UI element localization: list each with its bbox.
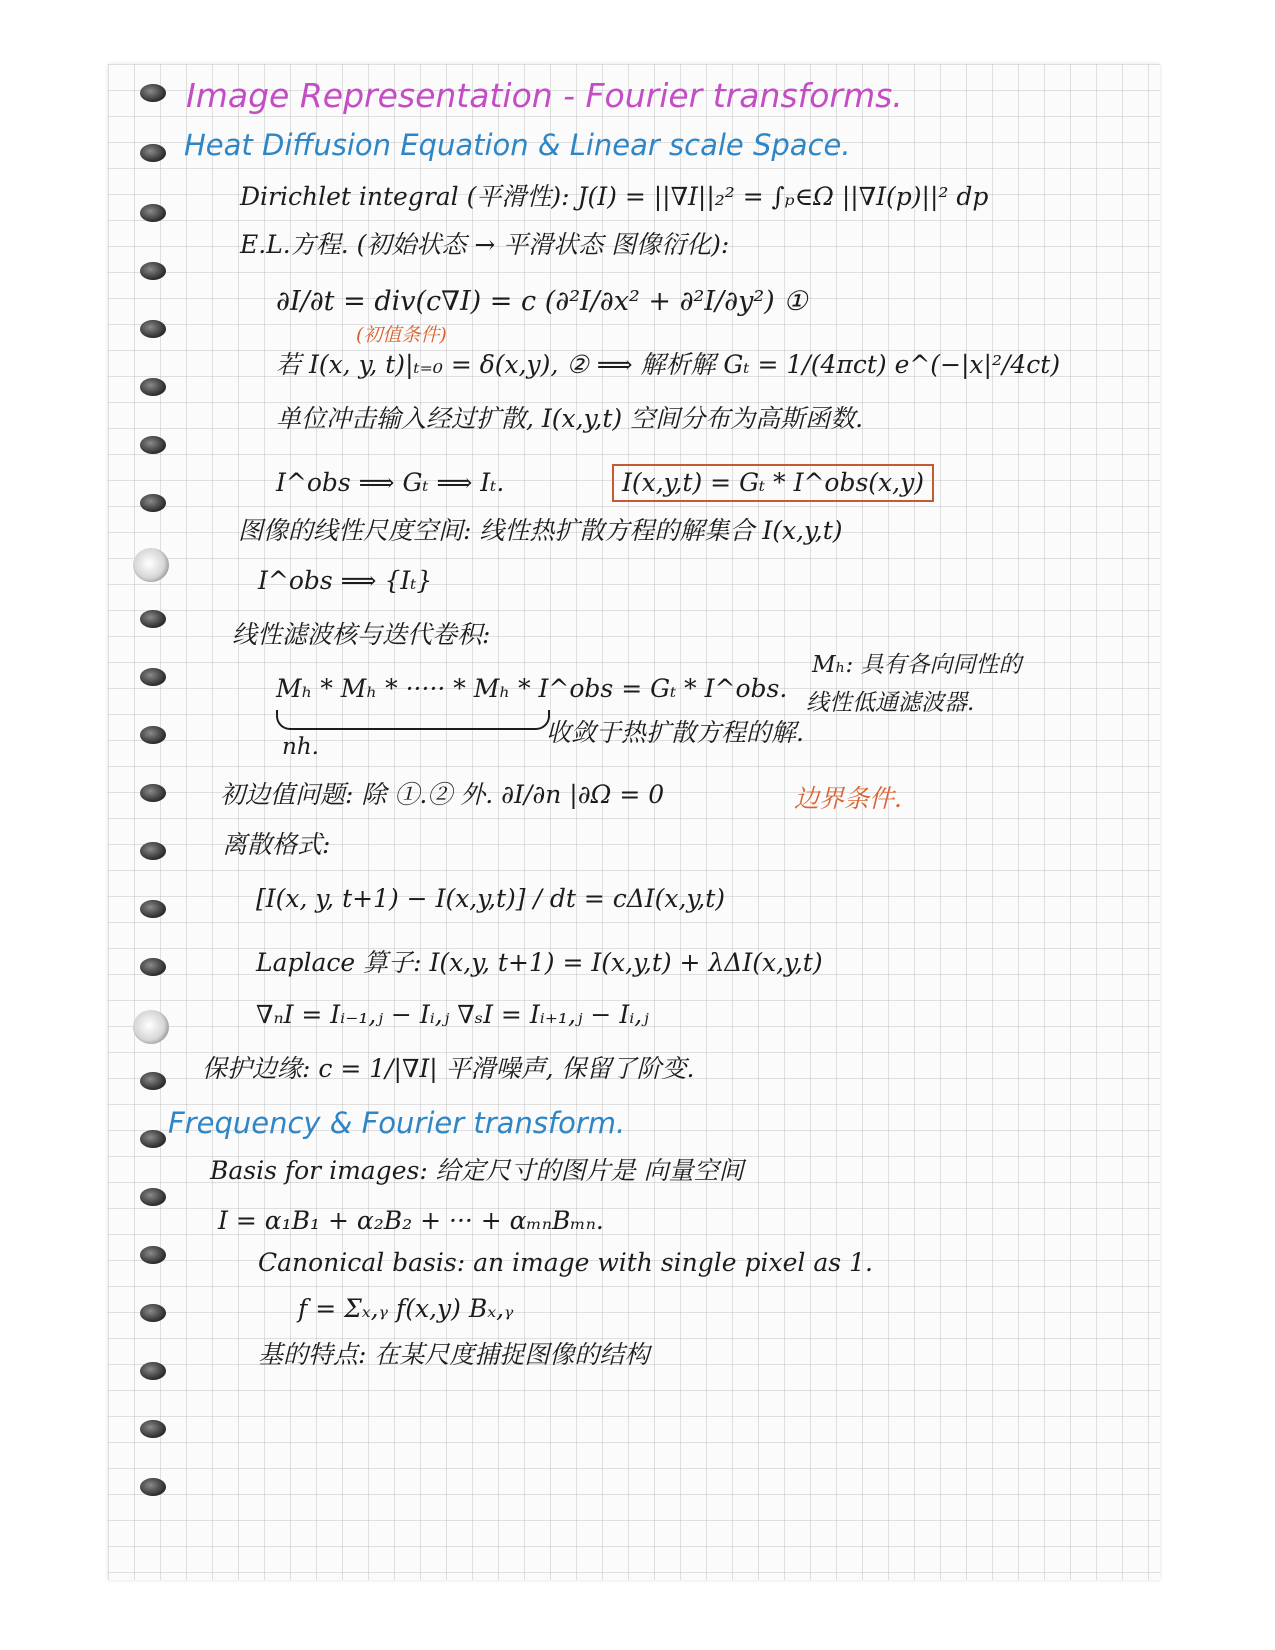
note-line-basis-expansion: I = α₁B₁ + α₂B₂ + ··· + αₘₙBₘₙ. bbox=[218, 1206, 604, 1235]
note-line-f-sum: f = Σₓ,ᵧ f(x,y) Bₓ,ᵧ bbox=[298, 1294, 514, 1323]
binding-ring bbox=[140, 494, 166, 512]
binding-hole bbox=[133, 1010, 169, 1044]
binding-ring bbox=[140, 1130, 166, 1148]
note-line-mh-isotropic: Mₕ: 具有各向同性的 bbox=[812, 652, 1022, 678]
annotation-initial-condition: (初值条件) bbox=[356, 324, 447, 346]
note-line-gradients: ∇ₙI = Iᵢ₋₁,ⱼ − Iᵢ,ⱼ ∇ₛI = Iᵢ₊₁,ⱼ − Iᵢ,ⱼ bbox=[256, 1000, 649, 1029]
note-line-basis-feature: 基的特点: 在某尺度捕捉图像的结构 bbox=[258, 1340, 650, 1369]
binding-ring bbox=[140, 1072, 166, 1090]
binding-ring bbox=[140, 436, 166, 454]
section-heading-heat-diffusion: Heat Diffusion Equation & Linear scale Space. bbox=[184, 128, 851, 162]
note-line-edge-preserving: 保护边缘: c = 1/|∇I| 平滑噪声, 保留了阶变. bbox=[202, 1054, 695, 1083]
note-line-lowpass-filter: 线性低通滤波器. bbox=[806, 690, 975, 716]
binding-hole bbox=[133, 548, 169, 582]
binding-ring bbox=[140, 204, 166, 222]
binding-ring bbox=[140, 1304, 166, 1322]
binding-ring bbox=[140, 842, 166, 860]
binding-ring bbox=[140, 144, 166, 162]
annotation-boundary-condition: 边界条件. bbox=[794, 784, 902, 813]
note-line-boundary-problem: 初边值问题: 除 ①.② 外. ∂I/∂n |∂Ω = 0 bbox=[220, 780, 665, 809]
note-line-el-equation: E.L.方程. (初始状态 → 平滑状态 图像衍化): bbox=[240, 230, 730, 259]
binding-ring bbox=[140, 668, 166, 686]
note-line-dirichlet: Dirichlet integral (平滑性): J(I) = ||∇I||₂² = ∫ₚ∈Ω ||∇I(p)||² dp bbox=[240, 182, 989, 211]
note-line-scale-space: 图像的线性尺度空间: 线性热扩散方程的解集合 I(x,y,t) bbox=[238, 516, 843, 545]
binding-ring bbox=[140, 378, 166, 396]
binding-ring bbox=[140, 262, 166, 280]
note-line-impulse: 单位冲击输入经过扩散, I(x,y,t) 空间分布为高斯函数. bbox=[276, 404, 864, 433]
boxed-convolution-result: I(x,y,t) = Gₜ * I^obs(x,y) bbox=[612, 464, 934, 502]
page-title: Image Representation - Fourier transforms. bbox=[186, 76, 903, 115]
underbrace-label-nh: nh. bbox=[282, 734, 319, 760]
binding-ring bbox=[140, 320, 166, 338]
binding-ring bbox=[140, 1362, 166, 1380]
note-line-basis-images: Basis for images: 给定尺寸的图片是 向量空间 bbox=[210, 1156, 744, 1185]
underbrace bbox=[276, 710, 550, 730]
note-line-iobs-set: I^obs ⟹ {Iₜ} bbox=[258, 566, 433, 595]
note-line-analytic-solution: 若 I(x, y, t)|ₜ₌₀ = δ(x,y), ② ⟹ 解析解 Gₜ = 1/(4πct) e^(−|x|²/4ct) bbox=[276, 350, 1061, 379]
note-line-discrete-scheme: 离散格式: bbox=[222, 830, 331, 859]
binding-ring bbox=[140, 958, 166, 976]
note-line-observation-flow: I^obs ⟹ Gₜ ⟹ Iₜ. bbox=[276, 468, 505, 497]
binding-ring bbox=[140, 1188, 166, 1206]
binding-ring bbox=[140, 784, 166, 802]
binding-ring bbox=[140, 1420, 166, 1438]
section-heading-frequency: Frequency & Fourier transform. bbox=[168, 1106, 626, 1140]
binding-ring bbox=[140, 726, 166, 744]
note-line-linear-filter: 线性滤波核与迭代卷积: bbox=[232, 620, 491, 649]
note-line-heat-equation: ∂I/∂t = div(c∇I) = c (∂²I/∂x² + ∂²I/∂y²) ① bbox=[276, 286, 808, 317]
note-line-iterative-convolution: Mₕ * Mₕ * ····· * Mₕ * I^obs = Gₜ * I^obs. bbox=[276, 674, 788, 703]
note-line-laplace: Laplace 算子: I(x,y, t+1) = I(x,y,t) + λΔI(x,y,t) bbox=[256, 948, 823, 977]
binding-ring bbox=[140, 1246, 166, 1264]
note-line-converges: 收敛于热扩散方程的解. bbox=[546, 718, 804, 747]
binding-ring bbox=[140, 84, 166, 102]
binding-ring bbox=[140, 900, 166, 918]
binding-ring bbox=[140, 610, 166, 628]
note-line-canonical-basis: Canonical basis: an image with single pixel as 1. bbox=[258, 1248, 873, 1277]
binding-ring bbox=[140, 1478, 166, 1496]
note-line-discrete-equation: [I(x, y, t+1) − I(x,y,t)] / dt = cΔI(x,y,t) bbox=[256, 884, 726, 913]
